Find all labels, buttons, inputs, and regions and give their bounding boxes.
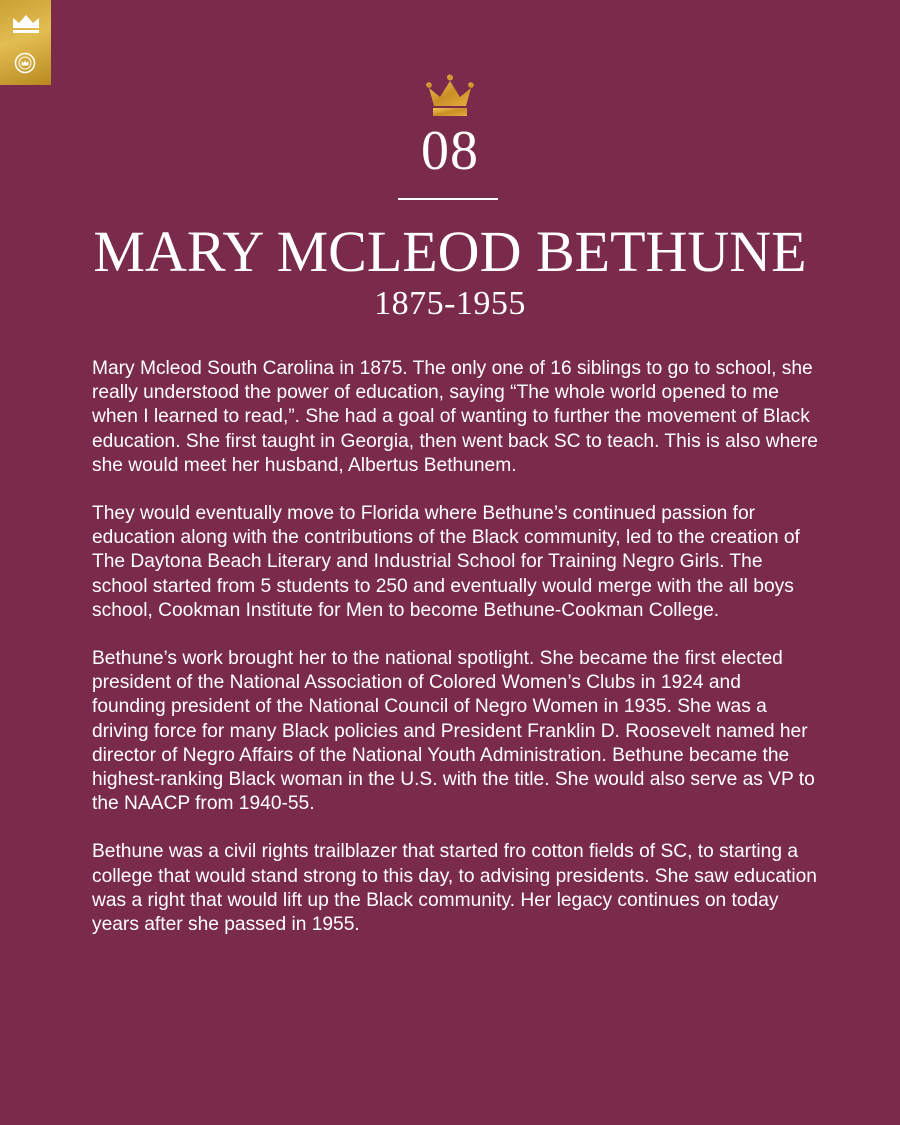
life-years: 1875-1955 [374, 285, 526, 322]
entry-number: 08 [421, 120, 479, 182]
divider [398, 198, 498, 200]
paragraph: Mary Mcleod South Carolina in 1875. The only one of 16 siblings to go to school, she really understood the power of education, saying “The whole world opened to me when I learned to read,”. She had a goal of wanting to further the movement of Black education. She first taught in Georgia, then went back SC to teach. This is also where she would meet her husband, Albertus Bethunem. [92, 358, 818, 476]
crown-icon [11, 13, 41, 35]
corner-logo-tab [0, 0, 51, 85]
page-title: MARY MCLEOD BETHUNE [93, 219, 807, 284]
paragraph: They would eventually move to Florida where Bethune’s continued passion for education along with the contributions of the Black community, led to the creation of The Daytona Beach Literary and Industrial School for Training Negro Girls. The school started from 5 students to 250 and eventually would merge with the all boys school, Cookman Institute for Men to become Bethune-Cookman College. [92, 503, 800, 621]
crown-icon [425, 74, 475, 118]
paragraph: Bethune’s work brought her to the national spotlight. She became the first elected president of the National Association of Colored Women’s Clubs in 1924 and founding president of the National Council of Negro Women in 1935. She was a driving force for many Black policies and President Franklin D. Roosevelt named her director of Negro Affairs of the National Youth Administration. Bethune became the highest-ranking Black woman in the U.S. with the title. She would also serve as VP to the NAACP from 1940-55. [92, 648, 815, 815]
paragraph: Bethune was a civil rights trailblazer that started fro cotton fields of SC, to starting a college that would stand strong to this day, to advising presidents. She saw education was a right that would lift up the Black community. Her legacy continues on today years after she passed in 1955. [92, 841, 817, 936]
seal-icon [14, 52, 36, 74]
biography [92, 357, 818, 961]
